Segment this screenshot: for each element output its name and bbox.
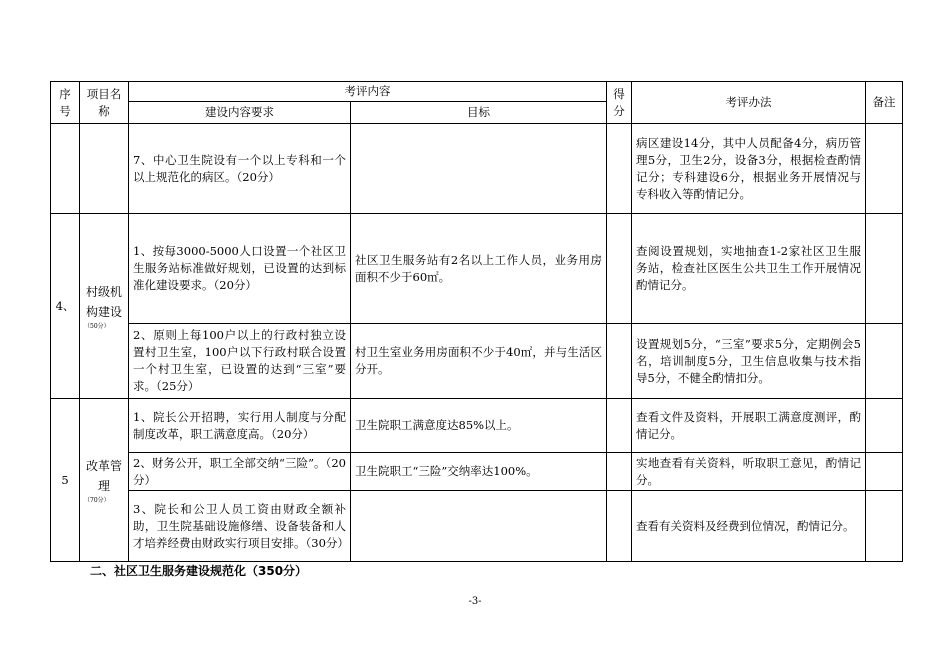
requirement-cell: 2、原则上每100户以上的行政村独立设置村卫生室，100户以下行政村联合设置一个村卫生室，已设置的达到“三室”要求。（25分） <box>129 324 351 399</box>
header-method: 考评办法 <box>632 82 866 124</box>
header-note: 备注 <box>866 82 903 124</box>
method-cell: 实地查看有关资料，听取职工意见，酌情记分。 <box>632 453 866 491</box>
item-points: （70分） <box>84 496 110 504</box>
seq-cell: 4、 <box>51 214 80 399</box>
target-cell: 社区卫生服务站有2名以上工作人员，业务用房面积不少于60㎡。 <box>351 214 607 324</box>
score-cell <box>607 214 632 324</box>
section-heading: 二、社区卫生服务建设规范化（350分） <box>90 564 308 578</box>
method-cell: 查看有关资料及经费到位情况，酌情记分。 <box>632 491 866 562</box>
note-cell <box>866 214 903 324</box>
seq-cell: 5 <box>51 399 80 562</box>
method-cell: 病区建设14分，其中人员配备4分，病历管理5分，卫生2分，设备3分，根据检查酌情记分；专科建设6分，根据业务开展情况与专科收入等酌情记分。 <box>632 124 866 214</box>
score-cell <box>607 491 632 562</box>
header-seq: 序号 <box>51 82 80 124</box>
header-target: 目标 <box>351 102 607 124</box>
note-cell <box>866 491 903 562</box>
table-row <box>51 453 903 491</box>
note-cell <box>866 124 903 214</box>
table-row <box>51 124 903 214</box>
header-item: 项目名称 <box>80 82 129 124</box>
item-cell <box>80 399 129 562</box>
header-requirement: 建设内容要求 <box>129 102 351 124</box>
requirement-cell: 2、财务公开，职工全部交纳“三险”。（20分） <box>129 453 351 491</box>
note-cell <box>866 324 903 399</box>
seq-cell <box>51 124 80 214</box>
item-name: 村级机构建设 <box>85 284 122 319</box>
table-row <box>51 491 903 562</box>
target-cell: 卫生院职工“三险”交纳率达100%。 <box>351 453 607 491</box>
item-name: 改革管理 <box>85 458 122 493</box>
note-cell <box>866 453 903 491</box>
table-row <box>51 399 903 453</box>
item-points: （50分） <box>84 322 110 330</box>
target-cell: 卫生院职工满意度达85%以上。 <box>351 399 607 453</box>
target-cell: 村卫生室业务用房面积不少于40㎡，并与生活区分开。 <box>351 324 607 399</box>
requirement-cell: 3、院长和公卫人员工资由财政全额补助，卫生院基础设施修缮、设备装备和人才培养经费由财政实行项目安排。（30分） <box>129 491 351 562</box>
header-content: 考评内容 <box>129 82 607 102</box>
score-cell <box>607 453 632 491</box>
score-cell <box>607 399 632 453</box>
item-cell <box>80 214 129 399</box>
header-score: 得分 <box>607 82 632 124</box>
evaluation-table <box>50 81 903 562</box>
method-cell: 查阅设置规划，实地抽查1-2家社区卫生服务站，检查社区医生公共卫生工作开展情况酌情记分。 <box>632 214 866 324</box>
table-row <box>51 324 903 399</box>
page-number: -3- <box>468 596 482 607</box>
item-cell <box>80 124 129 214</box>
header-row <box>51 82 903 102</box>
requirement-cell: 7、中心卫生院设有一个以上专科和一个以上规范化的病区。（20分） <box>129 124 351 214</box>
target-cell <box>351 124 607 214</box>
table-row <box>51 214 903 324</box>
score-cell <box>607 124 632 214</box>
method-cell: 查看文件及资料，开展职工满意度测评，酌情记分。 <box>632 399 866 453</box>
note-cell <box>866 399 903 453</box>
score-cell <box>607 324 632 399</box>
method-cell: 设置规划5分，“三室”要求5分，定期例会5名，培训制度5分，卫生信息收集与技术指导5分，不健全酌情扣分。 <box>632 324 866 399</box>
requirement-cell: 1、按每3000-5000人口设置一个社区卫生服务站标准做好规划，已设置的达到标准化建设要求。（20分） <box>129 214 351 324</box>
target-cell <box>351 491 607 562</box>
requirement-cell: 1、院长公开招聘，实行用人制度与分配制度改革，职工满意度高。（20分） <box>129 399 351 453</box>
